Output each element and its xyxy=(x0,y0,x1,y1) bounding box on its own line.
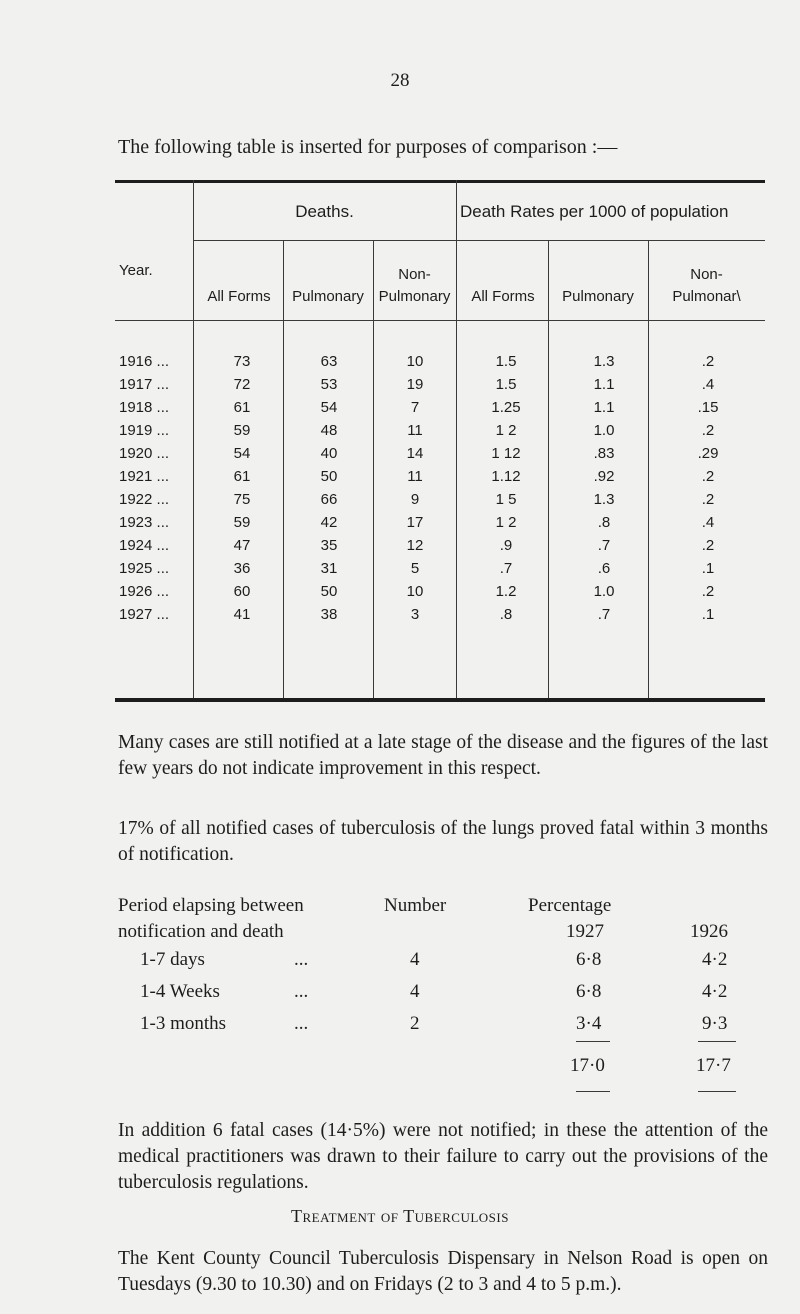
table-row xyxy=(115,606,765,628)
deaths-all-cell: 36 xyxy=(233,560,251,577)
sum-rule xyxy=(698,1041,736,1042)
deaths-pulmonary-cell: 53 xyxy=(320,376,338,393)
number-value: 2 xyxy=(410,1013,420,1034)
pulmonary-header: Pulmonary xyxy=(292,288,364,305)
rate-pulmonary-cell: .7 xyxy=(597,537,611,554)
year-cell: 1926 ... xyxy=(119,583,170,600)
rate-non-pulmonary-cell: .1 xyxy=(701,606,715,623)
rate-all-cell: 1.12 xyxy=(491,468,521,485)
rate-all-forms-header: All Forms xyxy=(471,288,535,305)
rate-pulmonary-cell: 1.3 xyxy=(593,491,615,508)
rate-pulmonary-cell: .92 xyxy=(593,468,615,485)
rate-pulmonary-cell: 1.0 xyxy=(593,422,615,439)
rate-pulmonary-cell: .6 xyxy=(597,560,611,577)
paragraph: The Kent County Council Tuberculosis Dispensary in Nelson Road is open on Tuesdays (9.30 to 10.30) and on Fridays (2 to 3 and 4 to 5 p.m.). xyxy=(118,1248,768,1295)
table-row xyxy=(115,376,765,398)
rate-pulmonary-cell: 1.1 xyxy=(593,376,615,393)
deaths-non-pulmonary-cell: 11 xyxy=(407,468,423,485)
sum-rule xyxy=(698,1091,736,1092)
deaths-non-pulmonary-cell: 10 xyxy=(406,353,424,370)
rate-pulmonary-header: Pulmonary xyxy=(562,288,634,305)
percent-1927: 3·4 xyxy=(576,1013,602,1034)
year-1926-header: 1926 xyxy=(690,921,728,942)
rate-non-pulmonary-cell: .4 xyxy=(701,514,715,531)
table-row xyxy=(115,353,765,375)
table-row xyxy=(115,491,765,513)
rate-non-header-line1: Non- xyxy=(690,266,723,283)
year-cell: 1916 ... xyxy=(119,353,170,370)
rate-pulmonary-cell: .83 xyxy=(593,445,615,462)
rate-all-cell: 1.25 xyxy=(491,399,521,416)
deaths-non-pulmonary-cell: 5 xyxy=(410,560,420,577)
year-cell: 1917 ... xyxy=(119,376,170,393)
rate-non-pulmonary-cell: .2 xyxy=(701,422,715,439)
year-cell: 1920 ... xyxy=(119,445,170,462)
total-1926: 17·7 xyxy=(696,1055,731,1076)
year-cell: 1927 ... xyxy=(119,606,170,623)
rate-non-pulmonary-cell: .1 xyxy=(701,560,715,577)
deaths-pulmonary-cell: 50 xyxy=(320,468,338,485)
deaths-non-pulmonary-cell: 19 xyxy=(406,376,424,393)
sum-rule xyxy=(576,1041,610,1042)
percent-1926: 4·2 xyxy=(702,981,728,1002)
year-cell: 1921 ... xyxy=(119,468,170,485)
rate-all-cell: .7 xyxy=(499,560,513,577)
leader-dots: ... xyxy=(294,981,309,1002)
rate-all-cell: 1.5 xyxy=(495,376,517,393)
non-header-line1: Non- xyxy=(398,266,431,283)
year-cell: 1924 ... xyxy=(119,537,170,554)
deaths-non-pulmonary-cell: 14 xyxy=(406,445,424,462)
deaths-pulmonary-cell: 54 xyxy=(320,399,338,416)
paragraph: 17% of all notified cases of tuberculosis of the lungs proved fatal within 3 months of notification. xyxy=(118,818,768,865)
section-heading: Treatment of Tuberculosis xyxy=(291,1206,509,1226)
header-divider xyxy=(193,240,765,241)
deaths-all-cell: 72 xyxy=(233,376,251,393)
table-row xyxy=(115,468,765,490)
percent-1926: 4·2 xyxy=(702,949,728,970)
leader-dots: ... xyxy=(294,1013,309,1034)
deaths-pulmonary-cell: 63 xyxy=(320,353,338,370)
year-cell: 1919 ... xyxy=(119,422,170,439)
deaths-non-pulmonary-cell: 17 xyxy=(406,514,424,531)
rate-all-cell: .8 xyxy=(499,606,513,623)
table-row xyxy=(115,583,765,605)
rate-non-pulmonary-cell: .2 xyxy=(701,583,715,600)
table-row xyxy=(115,514,765,536)
non-pulmonary-header: Pulmonary xyxy=(378,288,451,305)
deaths-non-pulmonary-cell: 10 xyxy=(406,583,424,600)
rate-pulmonary-cell: 1.1 xyxy=(593,399,615,416)
period-header-line2: notification and death xyxy=(118,921,284,942)
table-row xyxy=(115,537,765,559)
deaths-header: Deaths. xyxy=(295,202,354,221)
number-value: 4 xyxy=(410,949,420,970)
deaths-all-cell: 41 xyxy=(233,606,251,623)
rate-non-pulmonary-cell: .2 xyxy=(701,491,715,508)
rate-non-pulmonary-header: Pulmonar\ xyxy=(672,288,741,305)
rate-non-pulmonary-cell: .29 xyxy=(697,445,719,462)
deaths-pulmonary-cell: 31 xyxy=(320,560,338,577)
rate-non-pulmonary-cell: .15 xyxy=(697,399,719,416)
deaths-non-pulmonary-cell: 11 xyxy=(407,422,423,439)
death-rates-header: Death Rates per 1000 of population xyxy=(460,202,729,221)
rate-non-pulmonary-cell: .2 xyxy=(701,468,715,485)
deaths-pulmonary-cell: 48 xyxy=(320,422,338,439)
rate-all-cell: 1.5 xyxy=(495,353,517,370)
year-cell: 1918 ... xyxy=(119,399,170,416)
total-1927: 17·0 xyxy=(570,1055,605,1076)
rate-pulmonary-cell: .8 xyxy=(597,514,611,531)
rate-non-pulmonary-cell: .2 xyxy=(701,353,715,370)
period-table xyxy=(118,895,738,1095)
deaths-all-cell: 75 xyxy=(233,491,251,508)
deaths-all-cell: 59 xyxy=(233,514,251,531)
deaths-non-pulmonary-cell: 3 xyxy=(410,606,420,623)
deaths-pulmonary-cell: 66 xyxy=(320,491,338,508)
deaths-all-cell: 73 xyxy=(233,353,251,370)
deaths-pulmonary-cell: 40 xyxy=(320,445,338,462)
rate-all-cell: 1 5 xyxy=(495,491,517,508)
year-1927-header: 1927 xyxy=(566,921,604,942)
rate-all-cell: .9 xyxy=(499,537,513,554)
leader-dots: ... xyxy=(294,949,309,970)
deaths-pulmonary-cell: 42 xyxy=(320,514,338,531)
period-header-line1: Period elapsing between xyxy=(118,895,304,916)
sum-rule xyxy=(576,1091,610,1092)
percent-1927: 6·8 xyxy=(576,949,602,970)
deaths-pulmonary-cell: 38 xyxy=(320,606,338,623)
table-row xyxy=(115,560,765,582)
table-bottom-rule xyxy=(115,698,765,702)
period-label: 1-4 Weeks xyxy=(140,981,220,1002)
rate-all-cell: 1 2 xyxy=(495,514,517,531)
rate-all-cell: 1 2 xyxy=(495,422,517,439)
number-header: Number xyxy=(384,895,447,916)
table-top-rule xyxy=(115,180,765,183)
rate-pulmonary-cell: 1.0 xyxy=(593,583,615,600)
header-bottom-rule xyxy=(115,320,765,321)
paragraph: Many cases are still notified at a late stage of the disease and the figures of the last few years do not indicate improvement in this respect. xyxy=(118,732,768,779)
rate-pulmonary-cell: .7 xyxy=(597,606,611,623)
year-cell: 1923 ... xyxy=(119,514,170,531)
percent-1927: 6·8 xyxy=(576,981,602,1002)
deaths-pulmonary-cell: 50 xyxy=(320,583,338,600)
table-row xyxy=(115,445,765,467)
deaths-all-cell: 60 xyxy=(233,583,251,600)
deaths-all-cell: 47 xyxy=(233,537,251,554)
rate-all-cell: 1 12 xyxy=(491,445,521,462)
rate-non-pulmonary-cell: .2 xyxy=(701,537,715,554)
rate-all-cell: 1.2 xyxy=(495,583,517,600)
deaths-non-pulmonary-cell: 12 xyxy=(406,537,424,554)
period-label: 1-3 months xyxy=(140,1013,227,1034)
paragraph: In addition 6 fatal cases (14·5%) were not notified; in these the attention of the medical practitioners was drawn to their failure to carry out the provisions of the tuberculosis regulations. xyxy=(118,1120,768,1193)
percent-1926: 9·3 xyxy=(702,1013,728,1034)
rate-non-pulmonary-cell: .4 xyxy=(701,376,715,393)
deaths-all-cell: 54 xyxy=(233,445,251,462)
deaths-all-cell: 61 xyxy=(233,468,251,485)
year-cell: 1925 ... xyxy=(119,560,170,577)
percentage-header: Percentage xyxy=(528,895,612,916)
deaths-all-cell: 59 xyxy=(233,422,251,439)
intro-text: The following table is inserted for purposes of comparison :— xyxy=(118,136,618,158)
table-row xyxy=(115,399,765,421)
deaths-non-pulmonary-cell: 9 xyxy=(410,491,420,508)
year-cell: 1922 ... xyxy=(119,491,170,508)
deaths-all-cell: 61 xyxy=(233,399,251,416)
deaths-non-pulmonary-cell: 7 xyxy=(410,399,420,416)
number-value: 4 xyxy=(410,981,420,1002)
deaths-pulmonary-cell: 35 xyxy=(320,537,338,554)
year-header: Year. xyxy=(119,262,153,279)
page-number: 28 xyxy=(390,70,410,91)
table-row xyxy=(115,422,765,444)
period-label: 1-7 days xyxy=(140,949,205,970)
all-forms-header: All Forms xyxy=(207,288,271,305)
comparison-table xyxy=(115,180,765,702)
rate-pulmonary-cell: 1.3 xyxy=(593,353,615,370)
